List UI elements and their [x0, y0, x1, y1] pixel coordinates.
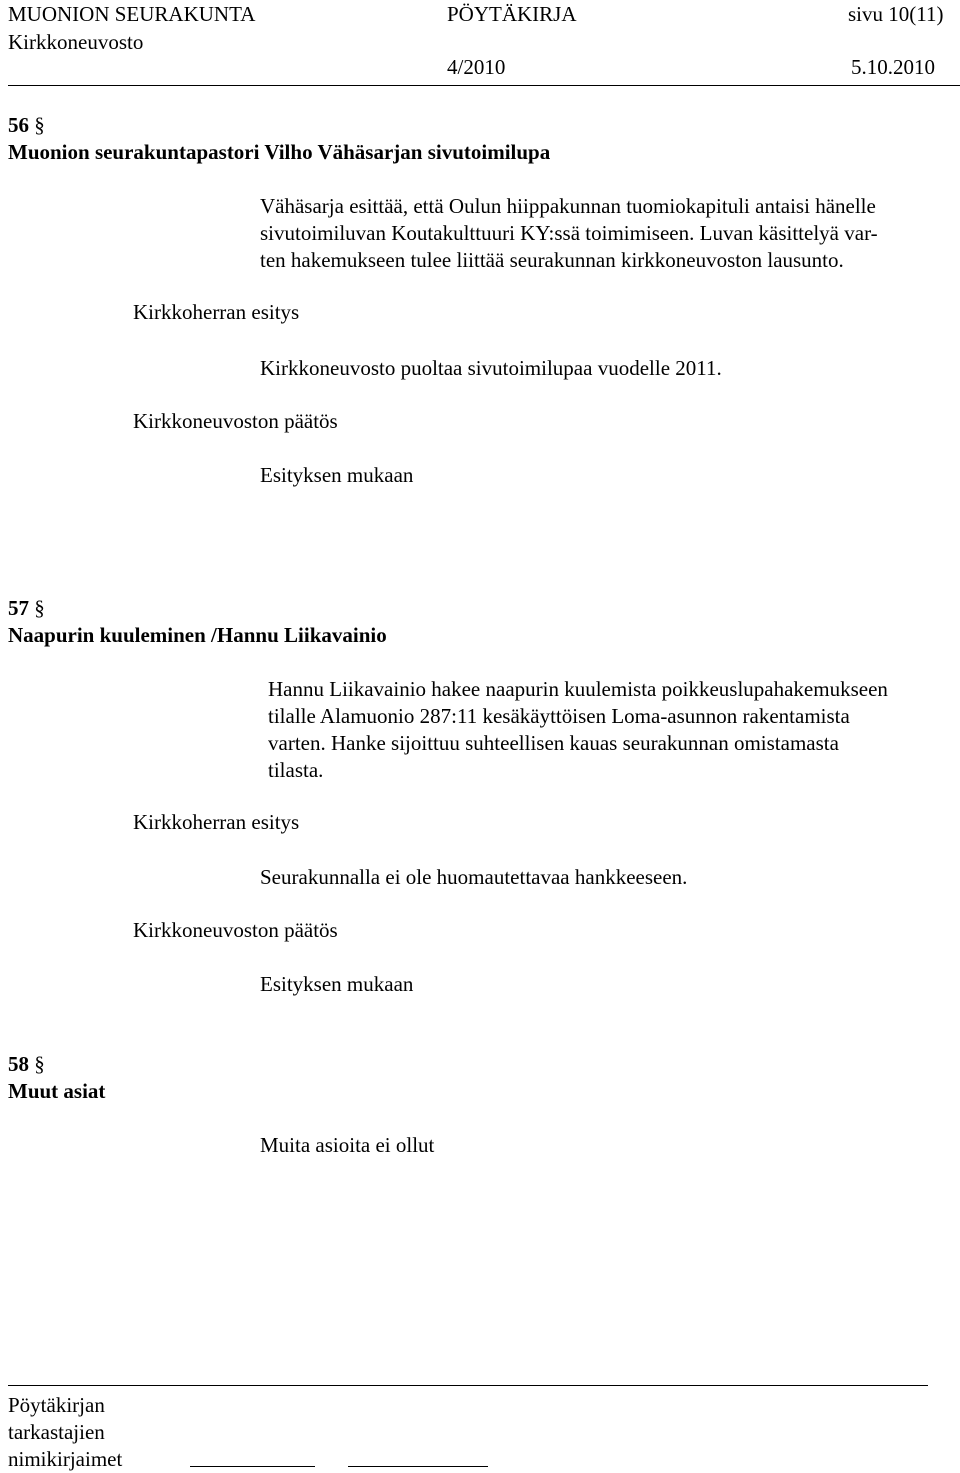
header-body: Kirkkoneuvosto [8, 30, 144, 54]
section-57-text-line: tilasta. [268, 758, 324, 782]
footer-divider [8, 1385, 928, 1386]
section-57-text-line: Hannu Liikavainio hakee naapurin kuulemista poikkeuslupahakemukseen [268, 677, 888, 701]
section-57-decision-label: Kirkkoneuvoston päätös [133, 918, 338, 942]
section-56-text-line: sivutoimiluvan Koutakulttuuri KY:ssä toimimiseen. Luvan käsittelyä var- [260, 221, 878, 245]
header-date: 5.10.2010 [851, 55, 935, 79]
section-57-proposal-text: Seurakunnalla ei ole huomautettavaa hankkeeseen. [260, 865, 688, 889]
section-56-title: Muonion seurakuntapastori Vilho Vähäsarjan sivutoimilupa [8, 140, 551, 164]
section-58-text: Muita asioita ei ollut [260, 1133, 435, 1157]
section-56-decision-text: Esityksen mukaan [260, 463, 414, 487]
section-57-text-line: varten. Hanke sijoittuu suhteellisen kauas seurakunnan omistamasta [268, 731, 839, 755]
section-56-text-line: Vähäsarja esittää, että Oulun hiippakunnan tuomiokapituli antaisi hänelle [260, 194, 876, 218]
section-56-proposal-label: Kirkkoherran esitys [133, 300, 300, 324]
footer-label-line: tarkastajien [8, 1420, 105, 1444]
initials-line-1[interactable] [190, 1466, 315, 1467]
section-56-decision-label: Kirkkoneuvoston päätös [133, 409, 338, 433]
section-57-number: 57 § [8, 596, 45, 620]
footer-label-line: nimikirjaimet [8, 1447, 123, 1471]
section-58-number: 58 § [8, 1052, 45, 1076]
footer-label-line: Pöytäkirjan [8, 1393, 105, 1417]
section-56-proposal-text: Kirkkoneuvosto puoltaa sivutoimilupaa vuodelle 2011. [260, 356, 722, 380]
section-57-title: Naapurin kuuleminen /Hannu Liikavainio [8, 623, 387, 647]
initials-line-2[interactable] [348, 1466, 488, 1467]
section-57-decision-text: Esityksen mukaan [260, 972, 414, 996]
section-58-title: Muut asiat [8, 1079, 106, 1103]
header-meeting-no: 4/2010 [447, 55, 506, 79]
header-page: sivu 10(11) [848, 2, 944, 26]
header-doc-type: PÖYTÄKIRJA [447, 2, 577, 26]
section-56-number: 56 § [8, 113, 45, 137]
section-56-text-line: ten hakemukseen tulee liittää seurakunnan kirkkoneuvoston lausunto. [260, 248, 844, 272]
header-divider [8, 85, 960, 86]
section-57-text-line: tilalle Alamuonio 287:11 kesäkäyttöisen Loma-asunnon rakentamista [268, 704, 850, 728]
section-57-proposal-label: Kirkkoherran esitys [133, 810, 300, 834]
header-org: MUONION SEURAKUNTA [8, 2, 256, 26]
